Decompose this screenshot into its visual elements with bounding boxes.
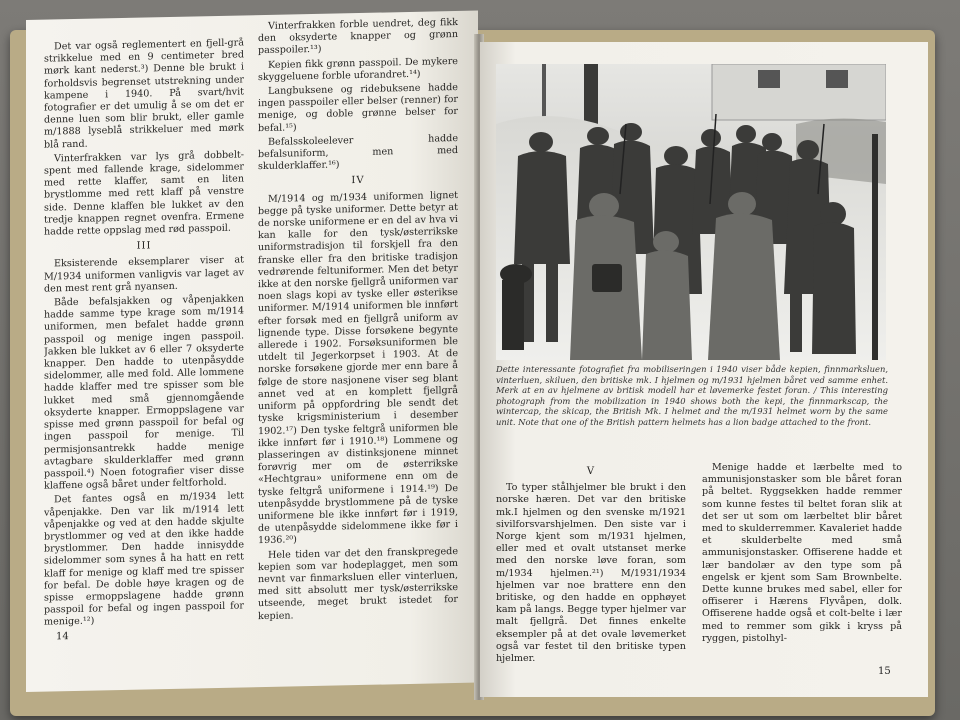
right-column-1 xyxy=(496,462,686,682)
page-number-left: 14 xyxy=(56,631,69,643)
paragraph: Befalsskoleelever hadde befalsuniform, men med skulderklaffer.¹⁶) xyxy=(258,132,458,173)
left-column-1 xyxy=(44,37,244,651)
section-heading: IV xyxy=(351,175,365,187)
page-number-right: 15 xyxy=(878,666,891,677)
soldiers-photo-icon xyxy=(496,64,886,360)
paragraph: Menige hadde et lærbelte med to ammunisjonstasker som ble båret foran på beltet. Ryggsekken hadde remmer som kunne festes til beltet foran slik at det ser ut som om lærbeltet blir båret med to skulderremmer. Kavaleriet hadde et skulderbelte med små ammunisjonstasker. Offiserene hadde et lær bandolær av den type som på engelsk er kjent som Sam Brownbelte. Dette kunne brukes med sabel, eller for offiserer i Hærens Flyvåpen, dolk. Offiserene hadde også et colt-belte i lær med to remmer som gikk i kryss på ryggen, pistolhyl- xyxy=(702,462,902,644)
photo-illustration xyxy=(496,64,886,360)
paragraph: Det var også reglementert en fjell-grå strikkelue med en 9 centimeter bred mørk kant nederst.³) Denne ble brukt i forholdsvis begrenset utstrekning under kampene i 1940. På svart/hvit fotografier er det umulig å se om det er denne luen som blir brukt, eller gamle m/1888 lyseblå strikkeluer med mørk blå rand. xyxy=(44,37,244,151)
left-page xyxy=(26,11,478,692)
paragraph: Både befalsjakken og våpenjakken hadde samme type krage som m/1914 uniformen, men befalet hadde grønn passpoil og menige ingen passpoil. Jakken ble lukket av 6 eller 7 oksyderte knapper. Den hadde to utenpåsydde sidelommer, alle med fold. Alle lommene hadde klaffer med tre spisser som ble lukket med små gjennomgående oksyderte knapper. Ermoppslagene var spisse med grønn passpoil for befal og ingen passpoil for menige. Til permisjonsantrekk hadde menige avtagbare skulderklaffer med grønn passpoil.⁴) Noen fotografier viser disse klaffene også båret under feltforhold. xyxy=(44,293,244,492)
paragraph: Vinterfrakken var lys grå dobbelt-spent med fallende krage, sidelommer med rette klaffer, samt en liten brystlomme med rett klaff på venstre side. Denne klaffen ble lukket av den tredje knappen regnet ovenfra. Ermene hadde rette oppslag med rød passpoil. xyxy=(44,149,244,238)
photo-caption: Dette interessante fotografiet fra mobiliseringen i 1940 viser både kepien, finnmarksluen, vinterluen, skiluen, den britiske mk. I hjelmen og m/1931 hjelmen båret ved samme enhet. Merk at en av hjelmene av britisk modell har et løvemerke festet foran. / This interesting photograph from the mobilization in 1940 shows both the kepi, the finnmarkscap, the wintercap, the skicap, the British Mk. I helmet and the m/1931 helmet worn by the same unit. Note that one of the British pattern helmets has a lion badge attached to the front. xyxy=(496,364,888,427)
paragraph: Det fantes også en m/1934 lett våpenjakke. Den var lik m/1914 lett våpenjakke og ved at den hadde skjulte brystlommer og ved at den ikke hadde brystlommer. Den hadde innisydde sidelommer som synes å ha hatt en rett klaff for menige og klaff med tre spisser for befal. De doble høye kragen og de spisse ermoppslagene hadde grønn passpoil for befal og ingen passpoil for menige.¹²) xyxy=(44,490,244,628)
section-heading: V xyxy=(586,466,596,477)
paragraph: Langbuksene og ridebuksene hadde ingen passpoiler eller belser (renner) for menige, og doble grønne belser for befal.¹⁵) xyxy=(258,81,458,134)
paragraph: To typer stålhjelmer ble brukt i den norske hæren. Det var den britiske mk.I hjelmen og den svenske m/1921 sivilforsvarshjelmen. Den siste var i Norge kjent som m/1931 hjelmen, eller med et ovalt utstanset merke med den norske løve foran, som m/1934 hjelmen.²¹) M/1931/1934 hjelmen var noe brattere enn den britiske, og den hadde en opphøyet kam på langs. Begge typer hjelmer var malt fjellgrå. Det finnes enkelte eksempler på at det ovale løvemerket også var festet til den britiske typen hjelmer. xyxy=(496,482,686,665)
paragraph: Hele tiden var det den franskpregede kepien som var hodeplagget, men som nevnt var finmarksluen eller vinterluen, med sitt absolutt mer tysk/østerrikske utseende, meget brukt istedet for kepien. xyxy=(258,545,458,622)
right-page xyxy=(480,42,928,697)
right-column-2 xyxy=(702,462,902,672)
paragraph: Vinterfrakken forble uendret, deg fikk den oksyderte knapper og grønn passpoiler.¹³) xyxy=(258,16,458,57)
section-heading: III xyxy=(136,240,152,252)
paragraph: M/1914 og m/1934 uniformen lignet begge på tyske uniformer. Dette betyr at de norske uniformene er en del av hva vi kan kalle for den tysk/østerrikske uniformstradisjon til forskjell fra den franske eller fra den britiske tradisjon vedrørende feltuniformer. Men det betyr ikke at den norske fjellgrå uniformen var noen slags kopi av tyske eller østerikse uniformer. M/1914 uniformen ble innført efter forsøk med en fjellgrå uniform av lignende type. Disse forsøkene begynte allerede i 1902. Forsøksuniformen ble utdelt til Jegerkorpset i 1903. At de norske forsøkene gjorde mer enn bare å følge de store nasjonene viser seg blant annet ved at en komplett fjellgrå uniform på oppfordring ble sendt det tyske krigsministerium i desember 1902.¹⁷) Den tyske feltgrå uniformen ble ikke innført før i 1910.¹⁸) Lommene og plasseringen av distinksjonene minnet forøvrig mer om de østerrikske «Hechtgrau» uniformene enn om de tyske feltgrå uniformene i 1914.¹⁹) De utenpåsydde brystlommene på de tyske uniformene ble ikke innført før i 1919, de utenpåsydde sidelommene ikke før i 1936.²⁰) xyxy=(258,189,458,547)
left-column-2 xyxy=(258,17,458,651)
paragraph: Kepien fikk grønn passpoil. De mykere skyggeluene forble uforandret.¹⁴) xyxy=(258,55,458,83)
paragraph: Eksisterende eksemplarer viser at M/1934 uniformen vanligvis var laget av den mest rent grå nyansen. xyxy=(44,254,244,295)
